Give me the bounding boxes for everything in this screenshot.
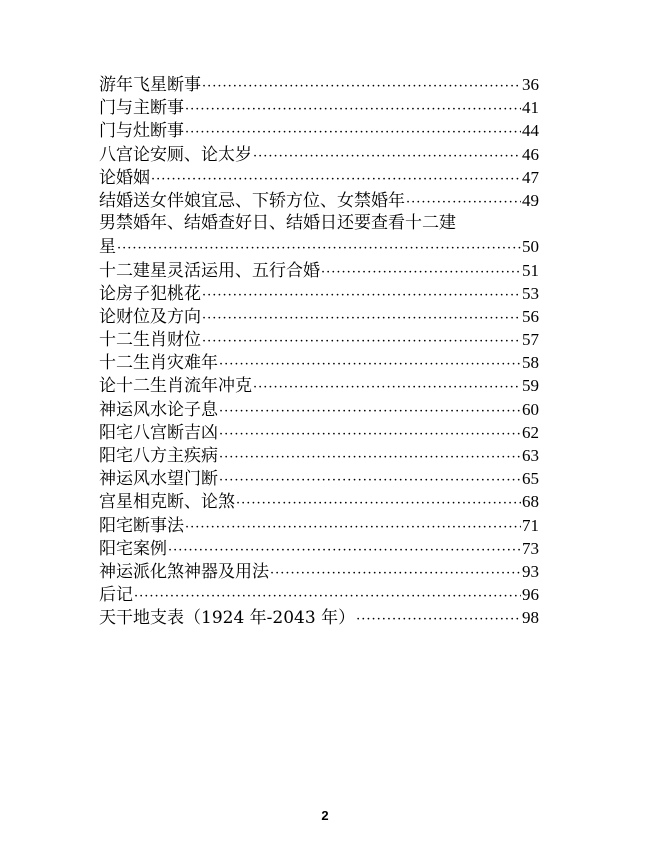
toc-entry-page: 96	[522, 585, 539, 605]
toc-dot-leader	[253, 145, 521, 168]
toc-entry	[99, 421, 539, 444]
toc-entry	[99, 490, 539, 513]
toc-dot-leader	[185, 516, 521, 539]
toc-entry-page: 93	[522, 561, 539, 581]
toc-entry-title: 天干地支表（1924 年-2043 年）	[99, 608, 356, 629]
toc-dot-leader	[202, 75, 521, 98]
toc-dot-leader	[185, 121, 521, 144]
toc-entry	[99, 143, 539, 166]
toc-entry-page: 53	[522, 283, 539, 303]
toc-entry-page: 57	[522, 330, 539, 350]
toc-dot-leader	[219, 469, 521, 492]
toc-dot-leader	[253, 376, 521, 399]
toc-entry-page: 68	[522, 492, 539, 512]
toc-dot-leader	[185, 98, 521, 121]
toc-entry-page: 51	[522, 260, 539, 280]
toc-entry-page: 36	[522, 75, 539, 94]
toc-entry	[99, 467, 539, 490]
toc-entry-page: 47	[522, 167, 539, 187]
toc-dot-leader	[117, 237, 521, 260]
toc-entry-title: 门与主断事	[99, 98, 184, 119]
toc-entry-page: 73	[522, 538, 539, 558]
toc-entry-page: 46	[522, 144, 539, 164]
toc-entry-title: 阳宅八宫断吉凶	[99, 422, 218, 443]
toc-entry-page: 71	[522, 515, 539, 535]
toc-entry	[99, 96, 539, 119]
toc-entry-title: 神运派化煞神器及用法	[99, 561, 269, 582]
toc-dot-leader	[202, 284, 521, 307]
toc-entry-page: 60	[522, 399, 539, 419]
toc-entry	[99, 374, 539, 397]
toc-entry-title: 宫星相克断、论煞	[99, 492, 235, 513]
toc-entry	[99, 514, 539, 537]
toc-entry-page: 41	[522, 98, 539, 118]
toc-entry	[99, 444, 539, 467]
toc-entry-title: 阳宅断事法	[99, 515, 184, 536]
toc-entry-title: 后记	[99, 585, 133, 606]
toc-entry-page: 56	[522, 306, 539, 326]
toc-entry-page: 65	[522, 469, 539, 489]
toc-dot-leader	[270, 562, 521, 585]
table-of-contents	[99, 73, 539, 630]
toc-entry-title: 游年飞星断事	[99, 75, 201, 95]
toc-entry-page: 63	[522, 446, 539, 465]
toc-entry-title: 神运风水望门断	[99, 469, 218, 490]
toc-entry	[99, 398, 539, 421]
toc-entry-page: 50	[522, 237, 539, 257]
toc-entry	[99, 583, 539, 606]
toc-entry-page: 98	[522, 608, 539, 628]
toc-entry	[99, 73, 539, 96]
toc-entry-page: 44	[522, 121, 539, 141]
toc-entry	[99, 235, 539, 258]
toc-entry-title: 神运风水论子息	[99, 399, 218, 420]
toc-entry-title: 门与灶断事	[99, 121, 184, 142]
toc-entry	[99, 305, 539, 328]
toc-entry	[99, 537, 539, 560]
toc-entry	[99, 606, 539, 629]
toc-entry	[99, 189, 539, 212]
toc-entry-page: 59	[522, 376, 539, 396]
toc-dot-leader	[321, 261, 521, 284]
toc-entry	[99, 328, 539, 351]
toc-entry	[99, 560, 539, 583]
toc-entry-title: 八宫论安厕、论太岁	[99, 144, 252, 165]
toc-dot-leader	[219, 446, 521, 469]
toc-dot-leader	[219, 353, 521, 376]
toc-dot-leader	[219, 400, 521, 423]
toc-dot-leader	[406, 191, 521, 214]
toc-entry-title: 论十二生肖流年冲克	[99, 376, 252, 397]
toc-entry-title-line1: 男禁婚年、结婚查好日、结婚日还要查看十二建	[99, 213, 456, 234]
toc-entry-title: 星	[99, 237, 116, 258]
toc-entry-title: 十二生肖财位	[99, 330, 201, 351]
toc-dot-leader	[356, 608, 521, 631]
toc-entry-title: 阳宅案例	[99, 538, 167, 559]
toc-dot-leader	[236, 492, 521, 515]
toc-entry	[99, 119, 539, 142]
toc-entry-title: 论婚姻	[99, 167, 150, 188]
toc-entry	[99, 259, 539, 282]
toc-entry-title: 十二生肖灾难年	[99, 353, 218, 374]
page-number: 2	[321, 808, 329, 823]
toc-dot-leader	[219, 423, 521, 446]
toc-entry-page: 62	[522, 422, 539, 442]
toc-dot-leader	[134, 585, 521, 608]
toc-entry-title: 论财位及方向	[99, 306, 201, 327]
toc-entry-title: 论房子犯桃花	[99, 283, 201, 304]
toc-entry-page: 58	[522, 353, 539, 373]
toc-dot-leader	[202, 307, 521, 330]
toc-entry	[99, 282, 539, 305]
toc-dot-leader	[151, 168, 521, 191]
toc-entry	[99, 351, 539, 374]
toc-dot-leader	[202, 330, 521, 353]
toc-entry-title: 十二建星灵活运用、五行合婚	[99, 260, 320, 281]
toc-entry-title: 结婚送女伴娘宜忌、下轿方位、女禁婚年	[99, 190, 405, 211]
toc-entry	[99, 166, 539, 189]
toc-dot-leader	[168, 539, 521, 562]
toc-entry-title: 阳宅八方主疾病	[99, 446, 218, 466]
toc-entry-page: 49	[522, 190, 539, 210]
